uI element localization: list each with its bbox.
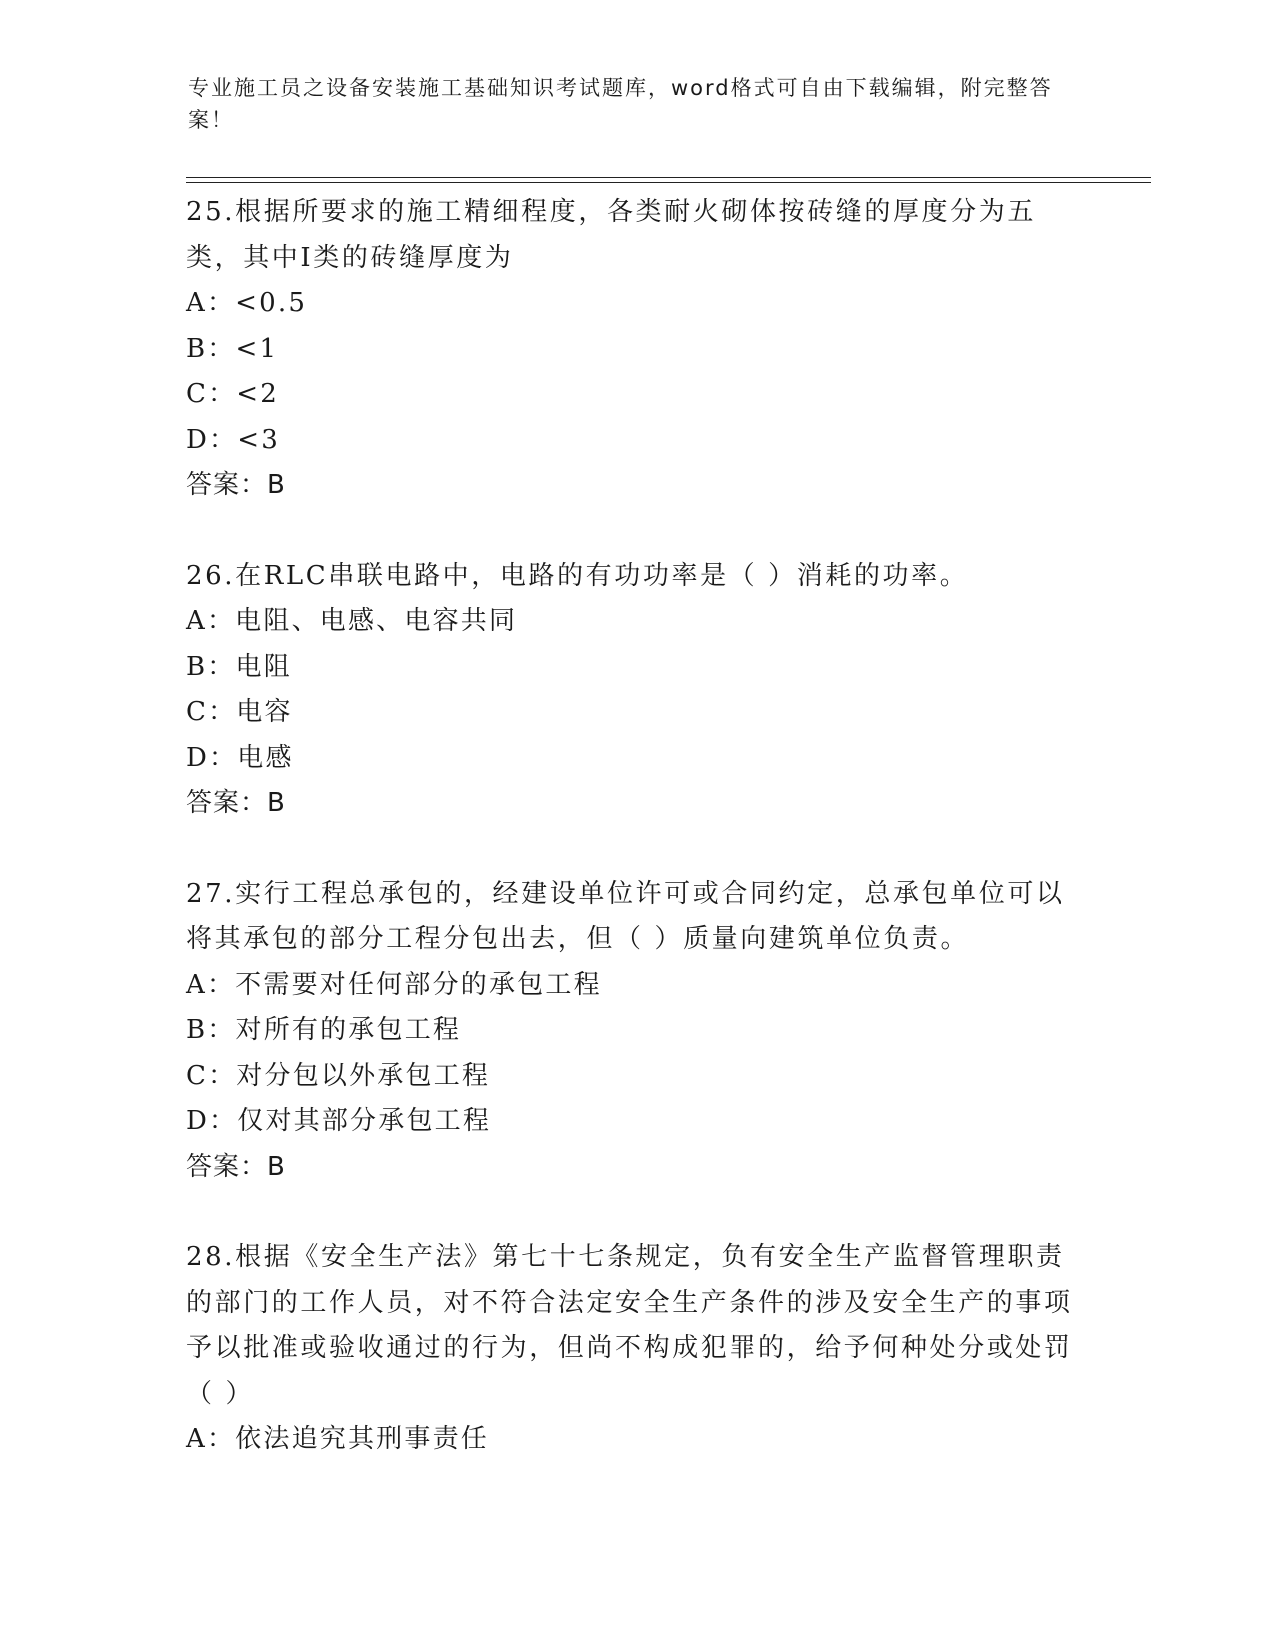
option-d: D：电感 [186, 742, 294, 773]
option-c: C：对分包以外承包工程 [186, 1060, 491, 1091]
header-divider-top [186, 177, 1151, 178]
option-c: C：<2 [186, 379, 280, 409]
question-27 [186, 872, 1086, 1191]
option-b: B：电阻 [186, 651, 292, 682]
question-stem: 25.根据所要求的施工精细程度，各类耐火砌体按砖缝的厚度分为五类，其中I类的砖缝厚度为 [186, 197, 1036, 273]
option-a: A：不需要对任何部分的承包工程 [186, 969, 602, 1000]
document-header: 专业施工员之设备安装施工基础知识考试题库，word格式可自由下载编辑，附完整答案！ [188, 76, 1053, 132]
answer: 答案：B [186, 470, 286, 500]
option-b: B：<1 [186, 333, 279, 364]
option-b: B：对所有的承包工程 [186, 1015, 462, 1045]
option-d: D：仅对其部分承包工程 [186, 1106, 492, 1136]
question-stem: 28.根据《安全生产法》第七十七条规定，负有安全生产监督管理职责的部门的工作人员，对不符合法定安全生产条件的涉及安全生产的事项予以批准或验收通过的行为，但尚不构成犯罪的，给予何种处分或处罚（ ） [186, 1242, 1073, 1409]
answer: 答案：B [186, 1151, 286, 1182]
question-26 [186, 554, 1086, 827]
header-divider-bottom [186, 182, 1151, 183]
question-25 [186, 190, 1086, 509]
option-d: D：<3 [186, 424, 280, 455]
question-list [186, 190, 1086, 1463]
option-c: C：电容 [186, 697, 293, 727]
question-stem: 27.实行工程总承包的，经建设单位许可或合同约定，总承包单位可以将其承包的部分工程分包出去，但（ ）质量向建筑单位负责。 [186, 878, 1065, 954]
answer: 答案：B [186, 788, 286, 818]
option-a: A：电阻、电感、电容共同 [186, 606, 518, 636]
option-a: A：依法追究其刑事责任 [186, 1424, 489, 1454]
question-28 [186, 1235, 1086, 1463]
question-stem: 26.在RLC串联电路中，电路的有功功率是（ ）消耗的功率。 [186, 560, 969, 591]
option-a: A：<0.5 [186, 288, 308, 318]
